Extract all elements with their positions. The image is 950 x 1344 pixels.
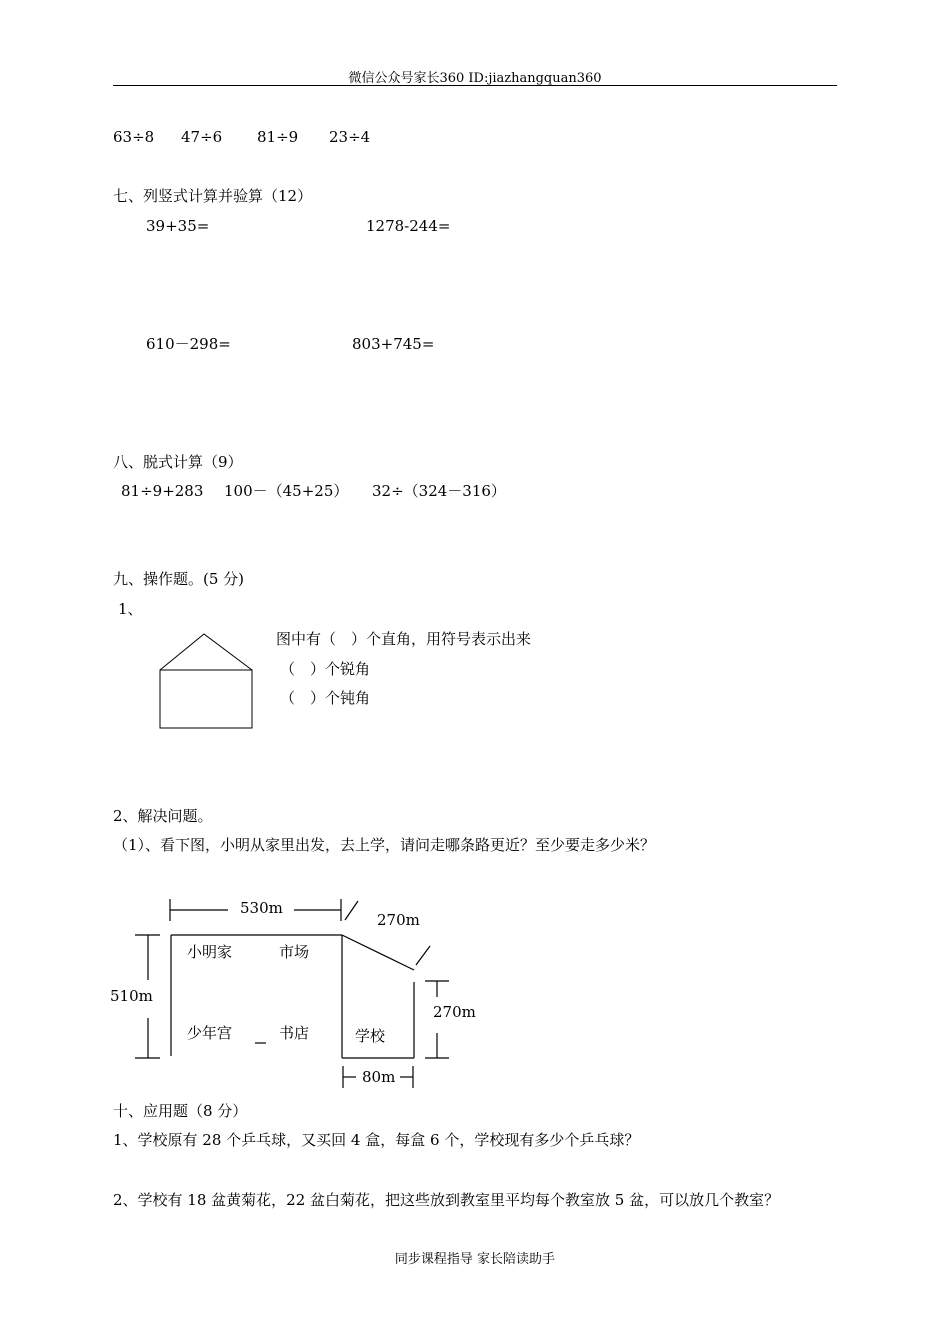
section-7-title: 七、列竖式计算并验算（12） (113, 187, 313, 205)
vertical-calc-problem: 803+745= (352, 335, 435, 353)
division-problem: 47÷6 (181, 128, 223, 146)
place-label-market: 市场 (279, 943, 310, 961)
vertical-calc-problem: 1278-244= (366, 217, 451, 235)
vertical-calc-problem: 610－298= (146, 335, 231, 353)
section-8-title: 八、脱式计算（9） (113, 453, 243, 471)
dimension-label: 510m (110, 987, 153, 1005)
section-9-title: 九、操作题。(5 分) (113, 570, 245, 588)
word-problem: 2、学校有 18 盆黄菊花，22 盆白菊花，把这些放到教室里平均每个教室放 5 盆，可以放几个教室？ (113, 1191, 780, 1209)
angle-question-line: （ ）个锐角 (280, 660, 371, 678)
section-10-title: 十、应用题（8 分） (113, 1102, 248, 1120)
division-problem: 23÷4 (329, 128, 371, 146)
step-calc-problem: 100－（45+25） (224, 482, 349, 500)
dimension-label: 80m (362, 1068, 396, 1086)
vertical-calc-problem: 39+35= (146, 217, 210, 235)
angle-question-line: （ ）个钝角 (280, 689, 371, 707)
place-label-home: 小明家 (187, 943, 233, 961)
question-2-title: 2、解决问题。 (113, 807, 213, 825)
page-footer: 同步课程指导 家长陪读助手 (394, 1252, 556, 1267)
step-calc-problem: 81÷9+283 (121, 482, 204, 500)
dimension-label: 530m (240, 899, 283, 917)
place-label-school: 学校 (355, 1027, 386, 1045)
step-calc-problem: 32÷（324－316） (372, 482, 506, 500)
word-problem: 1、学校原有 28 个乒乓球，又买回 4 盒，每盒 6 个，学校现有多少个乒乓球？ (113, 1131, 640, 1149)
place-label-youth-palace: 少年宫 (187, 1024, 233, 1042)
dimension-label: 270m (433, 1003, 476, 1021)
place-label-bookstore: 书店 (279, 1024, 310, 1042)
dimension-label: 270m (377, 911, 420, 929)
market-to-school-diagonal (342, 935, 414, 970)
division-problem: 63÷8 (113, 128, 155, 146)
angle-question-line: 图中有（ ）个直角，用符号表示出来 (276, 630, 532, 648)
division-problem: 81÷9 (257, 128, 299, 146)
question-2-subquestion: （1）、看下图，小明从家里出发，去上学，请问走哪条路更近？至少要走多少米？ (113, 836, 656, 854)
page-header: 微信公众号家长360 ID:jiazhangquan360 (348, 71, 602, 86)
question-number: 1、 (118, 600, 143, 618)
